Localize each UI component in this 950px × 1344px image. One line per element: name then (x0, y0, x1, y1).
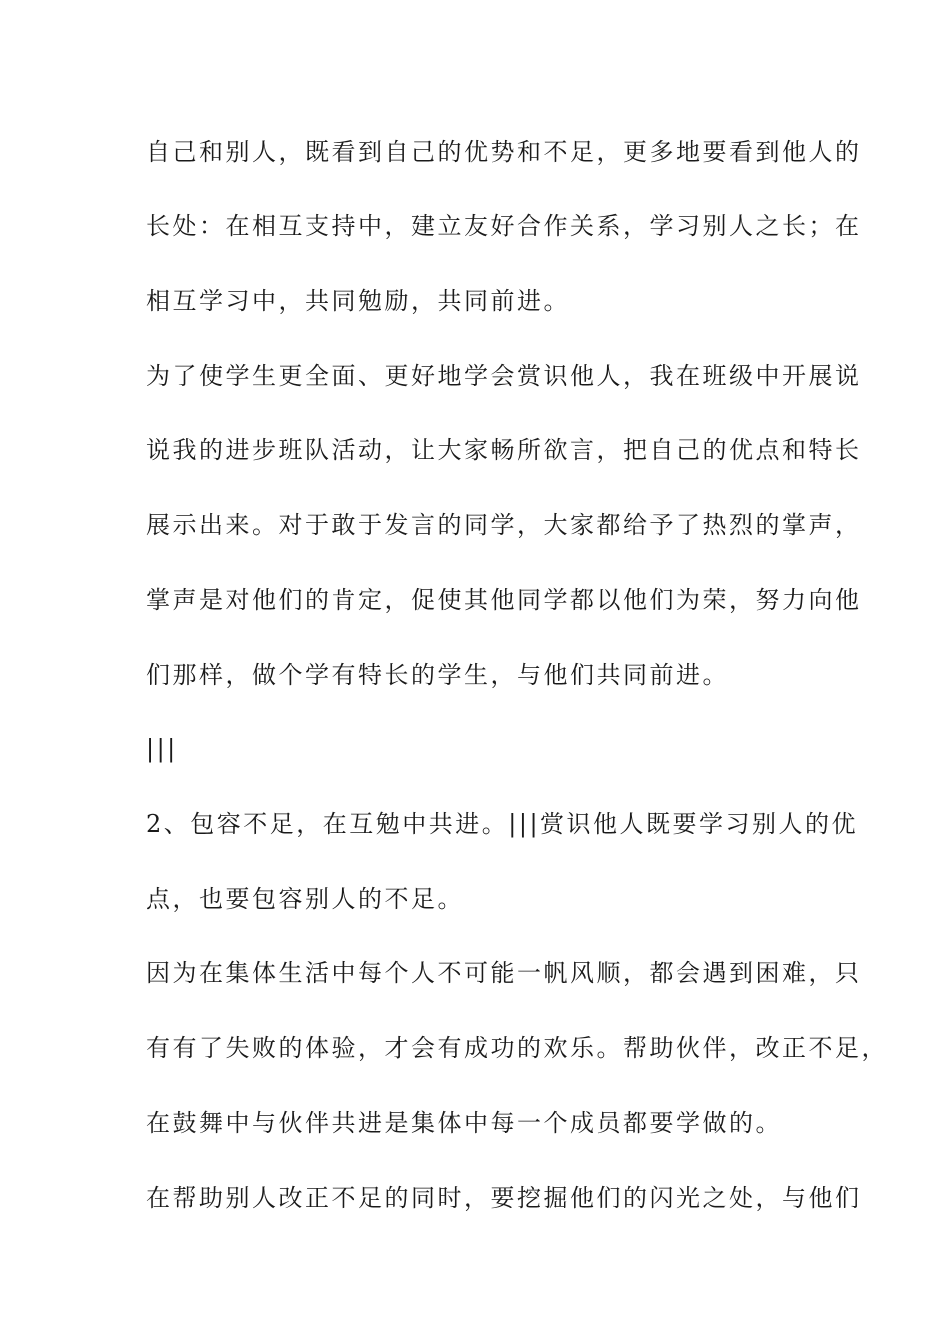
separator-text: ||| (146, 735, 178, 763)
section-heading-line: 2、包容不足，在互勉中共进。|||赏识他人既要学习别人的优 (146, 810, 859, 838)
text-line: 因为在集体生活中每个人不可能一帆风顺，都会遇到困难，只 (146, 959, 862, 987)
text-line: 在鼓舞中与伙伴共进是集体中每一个成员都要学做的。 (146, 1109, 782, 1137)
text-line: 说我的进步班队活动，让大家畅所欲言，把自己的优点和特长 (146, 436, 862, 464)
text-line: 有有了失败的体验，才会有成功的欢乐。帮助伙伴，改正不足， (146, 1034, 888, 1062)
text-line: 展示出来。对于敢于发言的同学，大家都给予了热烈的掌声， (146, 511, 862, 539)
text-line: 为了使学生更全面、更好地学会赏识他人，我在班级中开展说 (146, 362, 862, 390)
text-line: 长处：在相互支持中，建立友好合作关系，学习别人之长；在 (146, 212, 862, 240)
text-line: 点，也要包容别人的不足。 (146, 885, 464, 913)
text-line: 们那样，做个学有特长的学生，与他们共同前进。 (146, 661, 729, 689)
text-line: 在帮助别人改正不足的同时，要挖掘他们的闪光之处，与他们 (146, 1184, 862, 1212)
text-line: 自己和别人，既看到自己的优势和不足，更多地要看到他人的 (146, 138, 862, 166)
text-line: 相互学习中，共同勉励，共同前进。 (146, 287, 570, 315)
text-line: 掌声是对他们的肯定，促使其他同学都以他们为荣，努力向他 (146, 586, 862, 614)
